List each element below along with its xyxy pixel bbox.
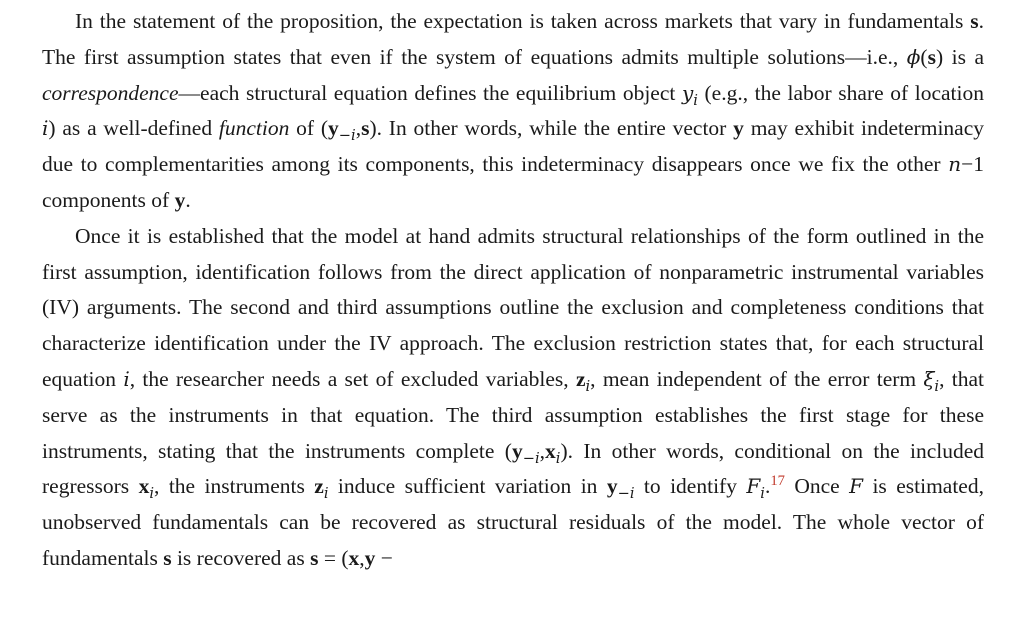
paragraph-proposition-expectation: [42, 4, 984, 219]
text: Once: [784, 474, 850, 499]
text: induce sufficient variation in: [328, 474, 607, 499]
text: of (: [289, 116, 329, 141]
text: , mean independent of the error term: [590, 366, 924, 391]
math-s: s: [163, 545, 172, 570]
math-xi: ξ: [923, 366, 935, 391]
math-y: y: [681, 80, 694, 105]
math-y: y: [364, 545, 376, 570]
math-subscript-minus-i: −i: [617, 485, 635, 503]
text: components of: [42, 187, 175, 212]
math-x: x: [348, 545, 360, 570]
text: (e.g., the labor share of location: [697, 80, 984, 105]
math-y: y: [174, 187, 186, 212]
math-phi: ϕ: [906, 44, 921, 69]
math-s: s: [970, 9, 979, 33]
text: , the researcher needs a set of excluded variables,: [129, 366, 576, 391]
math-y: y: [328, 116, 339, 141]
math-s: s: [361, 116, 370, 141]
emphasis-function: function: [218, 116, 290, 141]
emphasis-correspondence: correspondence: [42, 80, 179, 105]
math-n: n: [948, 152, 962, 177]
text: ) as a well-defined: [48, 116, 219, 141]
math-subscript-i: i: [555, 449, 561, 467]
text: .: [185, 187, 191, 212]
text: ). In other words, while the entire vector: [369, 116, 734, 141]
text: may exhibit indeterminacy due to complementarities among its components, this indeterminacy disappears once we fix the other: [42, 116, 985, 177]
math-z: z: [575, 366, 586, 391]
math-subscript-i: i: [585, 378, 591, 396]
math-F: F: [746, 474, 761, 499]
text: .: [764, 474, 771, 499]
text: , that serve as the instruments in that equation. The third assumption establishes the first stage for these instruments, stating that the instruments complete (: [42, 366, 984, 463]
document-body: [42, 4, 984, 577]
math-y: y: [733, 116, 744, 141]
math-subscript-i: i: [149, 485, 155, 503]
math-i: i: [123, 366, 130, 391]
math-z: z: [314, 474, 324, 499]
math-minus-one: −1: [961, 152, 984, 177]
footnote-marker[interactable]: 17: [770, 473, 785, 490]
math-subscript-minus-i: −i: [338, 127, 356, 145]
text: is estimated, unobserved fundamentals can be recovered as structural residuals of the model. The whole vector of fundamentals: [42, 474, 984, 570]
math-s: s: [310, 545, 319, 570]
text: ,: [355, 116, 362, 141]
math-s: s: [927, 44, 936, 69]
math-subscript-minus-i: −i: [522, 449, 540, 467]
text: −: [375, 545, 393, 570]
math-i: i: [42, 116, 49, 141]
math-subscript-i: i: [934, 378, 940, 396]
text: ): [935, 44, 944, 69]
text: ). In other words, conditional on the included regressors: [42, 438, 985, 499]
math-x: x: [545, 438, 556, 463]
paragraph-identification-iv: [42, 219, 984, 577]
text: = (: [318, 545, 349, 570]
text: , the instruments: [154, 474, 315, 499]
math-x: x: [138, 474, 150, 499]
text: —each structural equation defines the equilibrium object: [178, 80, 682, 105]
text: Once it is established that the model at hand admits structural relationships of the form outlined in the first assumption, identification follows from the direct application of nonparametric instrumental variables (IV) arguments. The second and third assumptions outline the exclusion and completeness conditions that characterize identification under the IV approach. The exclusion restriction states that, for each structural equation: [42, 223, 984, 391]
math-subscript-i: i: [323, 485, 329, 503]
text: ,: [539, 438, 546, 463]
text: . The first assumption states that even if the system of equations admits multiple solutions—i.e.,: [42, 9, 984, 69]
text: In the statement of the proposition, the expectation is taken across markets that vary in fundamentals: [75, 9, 971, 33]
text: is a: [943, 44, 984, 69]
text: to identify: [634, 474, 747, 499]
math-subscript-i: i: [760, 485, 765, 503]
math-subscript-i: i: [693, 91, 698, 109]
text: ,: [359, 545, 365, 570]
math-y: y: [511, 438, 523, 463]
math-F: F: [849, 474, 864, 499]
text: (: [920, 44, 928, 69]
text: is recovered as: [171, 545, 311, 570]
math-y: y: [606, 474, 618, 499]
